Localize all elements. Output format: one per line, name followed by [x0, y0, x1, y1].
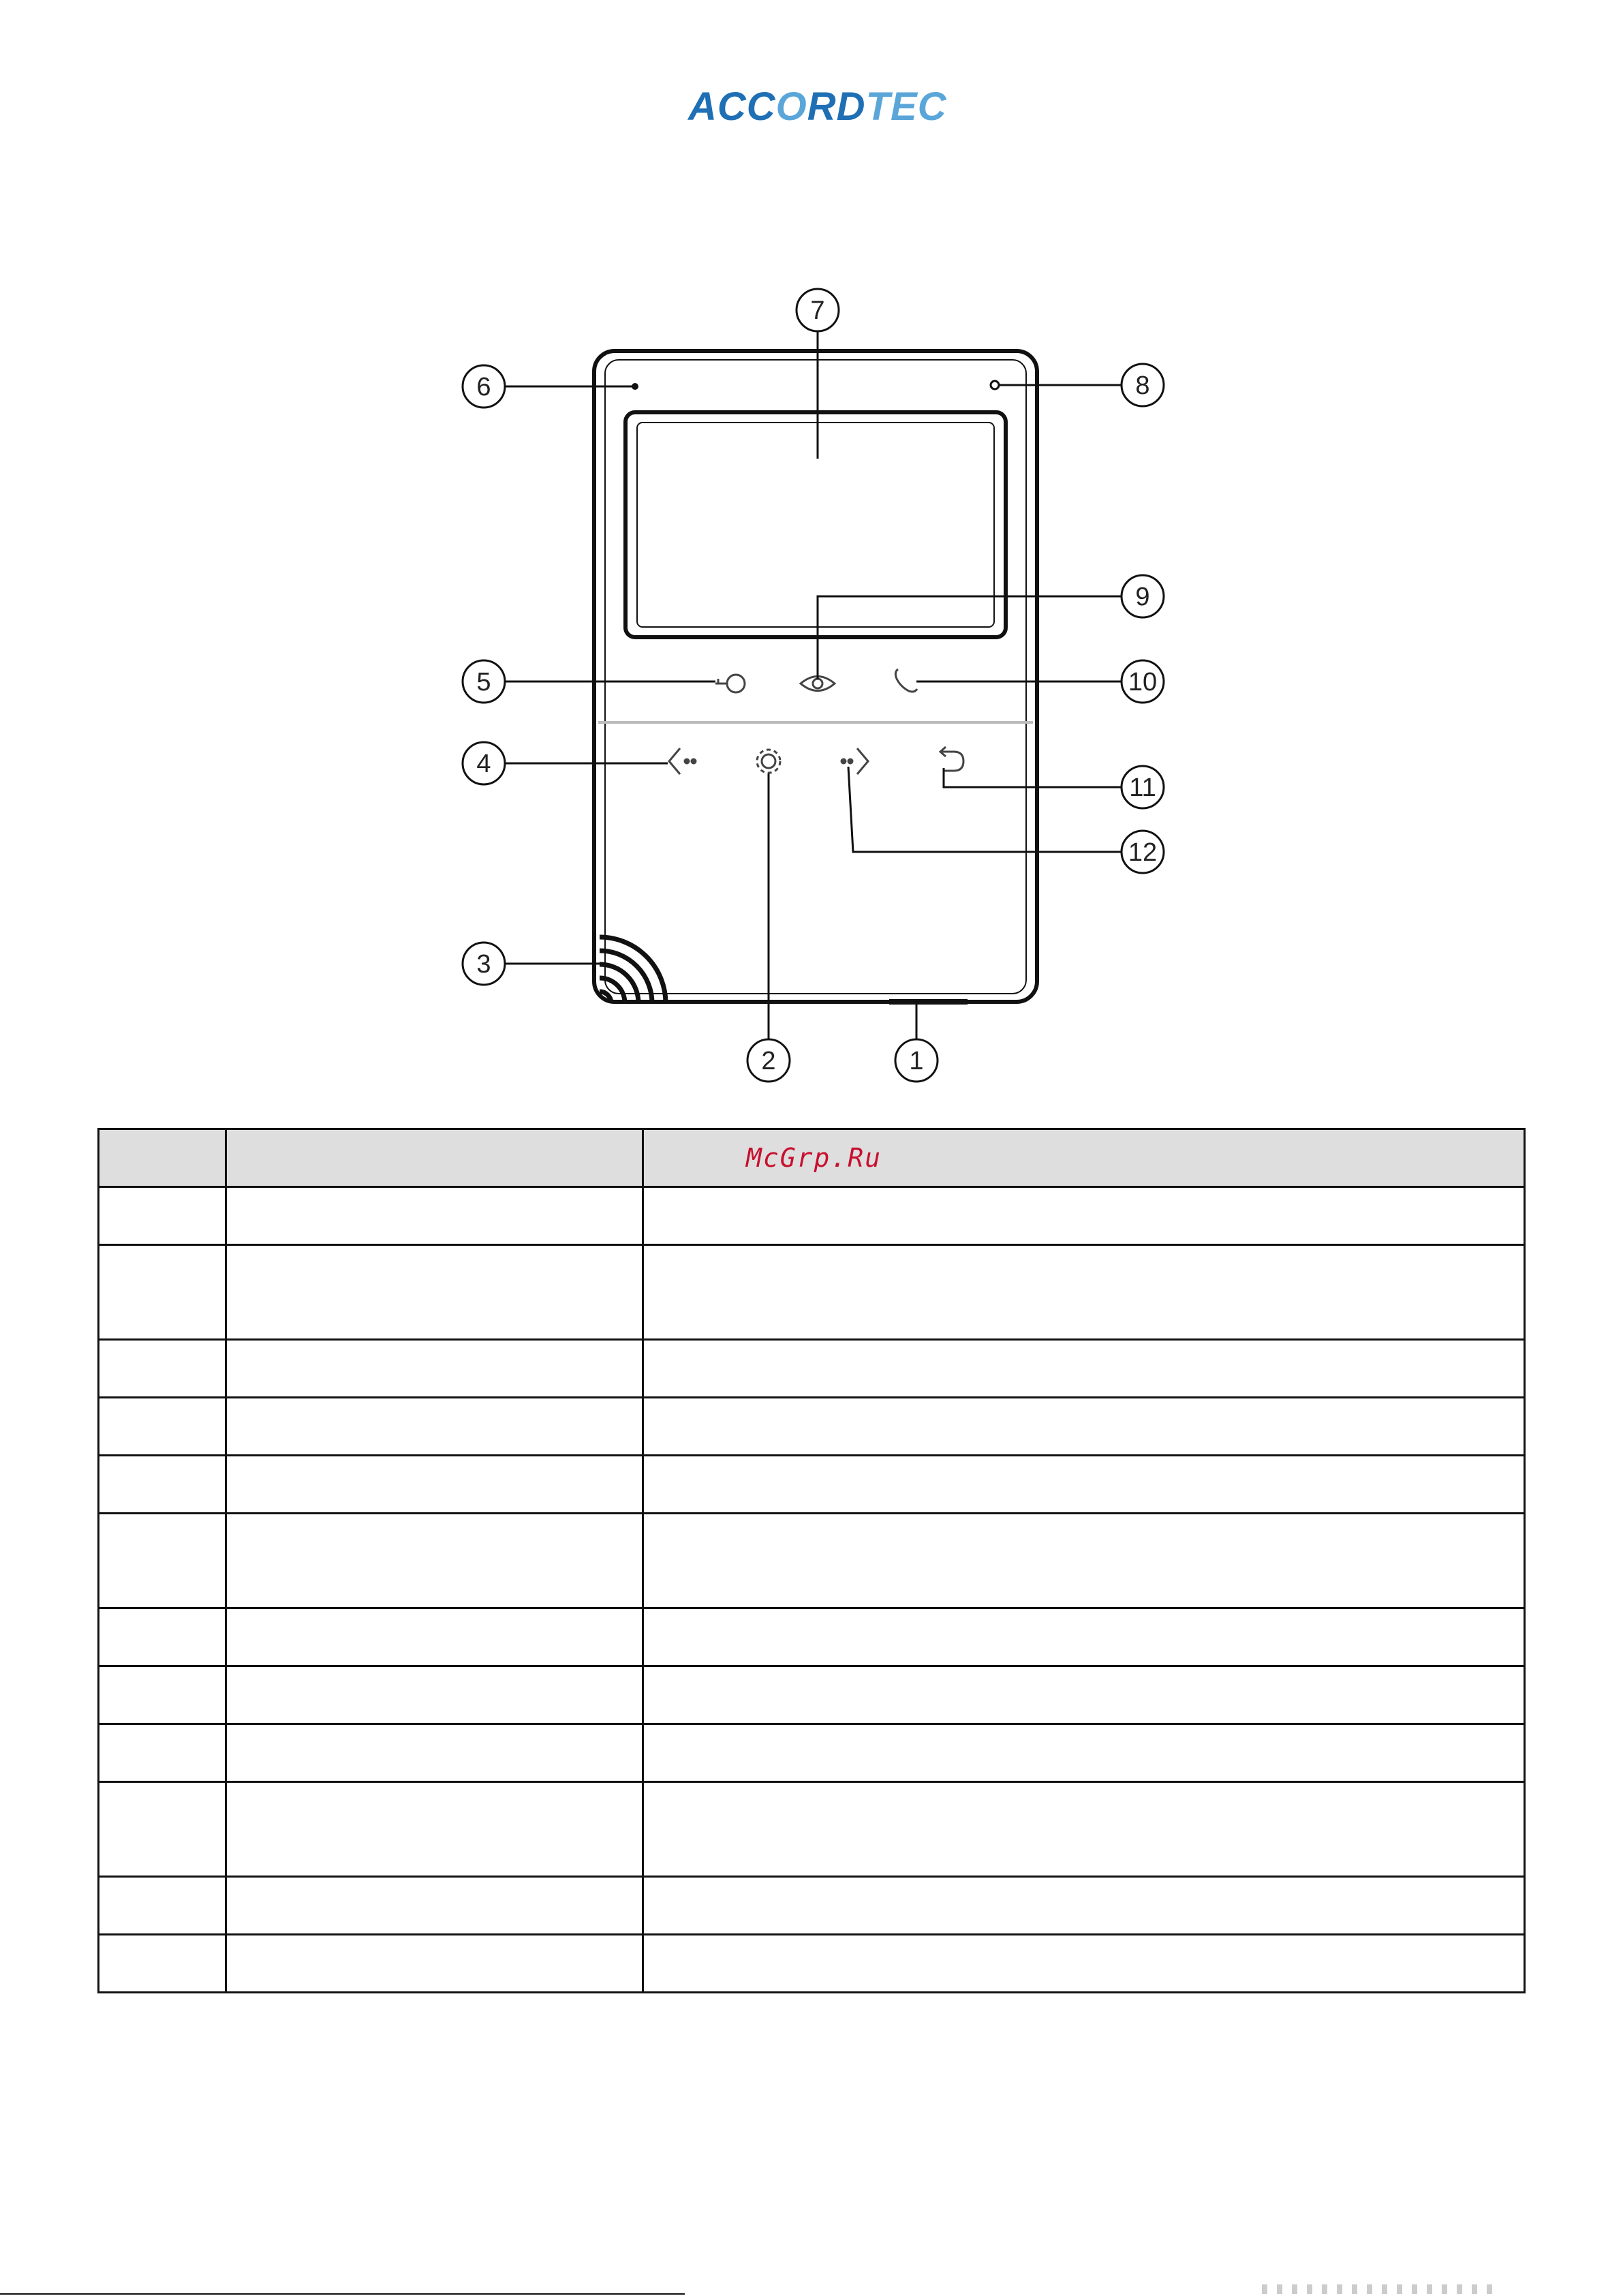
callout-label-8: 8: [1135, 371, 1150, 400]
header-cell-num: [99, 1129, 226, 1187]
table-row: [99, 1608, 1525, 1666]
logo-o-mark: O: [775, 85, 807, 129]
table-row: [99, 1935, 1525, 1993]
table-row: [99, 1724, 1525, 1782]
table-header-row: [99, 1129, 1525, 1187]
callout-label-5: 5: [476, 668, 491, 697]
logo-text-3: TEC: [865, 85, 947, 129]
callout-label-12: 12: [1128, 838, 1158, 867]
callout-label-11: 11: [1129, 774, 1156, 802]
callout-label-9: 9: [1135, 583, 1150, 611]
intercom-diagram: [0, 0, 1623, 1118]
header-cell-name: [226, 1129, 643, 1187]
callout-label-2: 2: [761, 1047, 776, 1075]
logo-text-1: ACC: [688, 85, 776, 129]
spec-table: [97, 1128, 1526, 1993]
table-row: [99, 1514, 1525, 1608]
table-row: [99, 1782, 1525, 1877]
footer-rule: [0, 2293, 685, 2295]
callout-label-3: 3: [476, 950, 491, 979]
table-row: [99, 1398, 1525, 1456]
header-cell-desc: [643, 1129, 1525, 1187]
callout-label-10: 10: [1128, 668, 1158, 697]
callout-label-7: 7: [810, 296, 825, 325]
watermark: McGrp.Ru: [746, 1143, 882, 1173]
callout-label-4: 4: [476, 750, 491, 778]
table-row: [99, 1456, 1525, 1514]
logo-text-2: RD: [807, 85, 866, 129]
table-row: [99, 1340, 1525, 1398]
table-row: [99, 1877, 1525, 1935]
footer-marks: [1262, 2284, 1500, 2294]
table-row: [99, 1245, 1525, 1340]
callout-label-6: 6: [476, 373, 491, 401]
callout-label-1: 1: [909, 1047, 924, 1075]
table-row: [99, 1187, 1525, 1245]
table-row: [99, 1666, 1525, 1724]
